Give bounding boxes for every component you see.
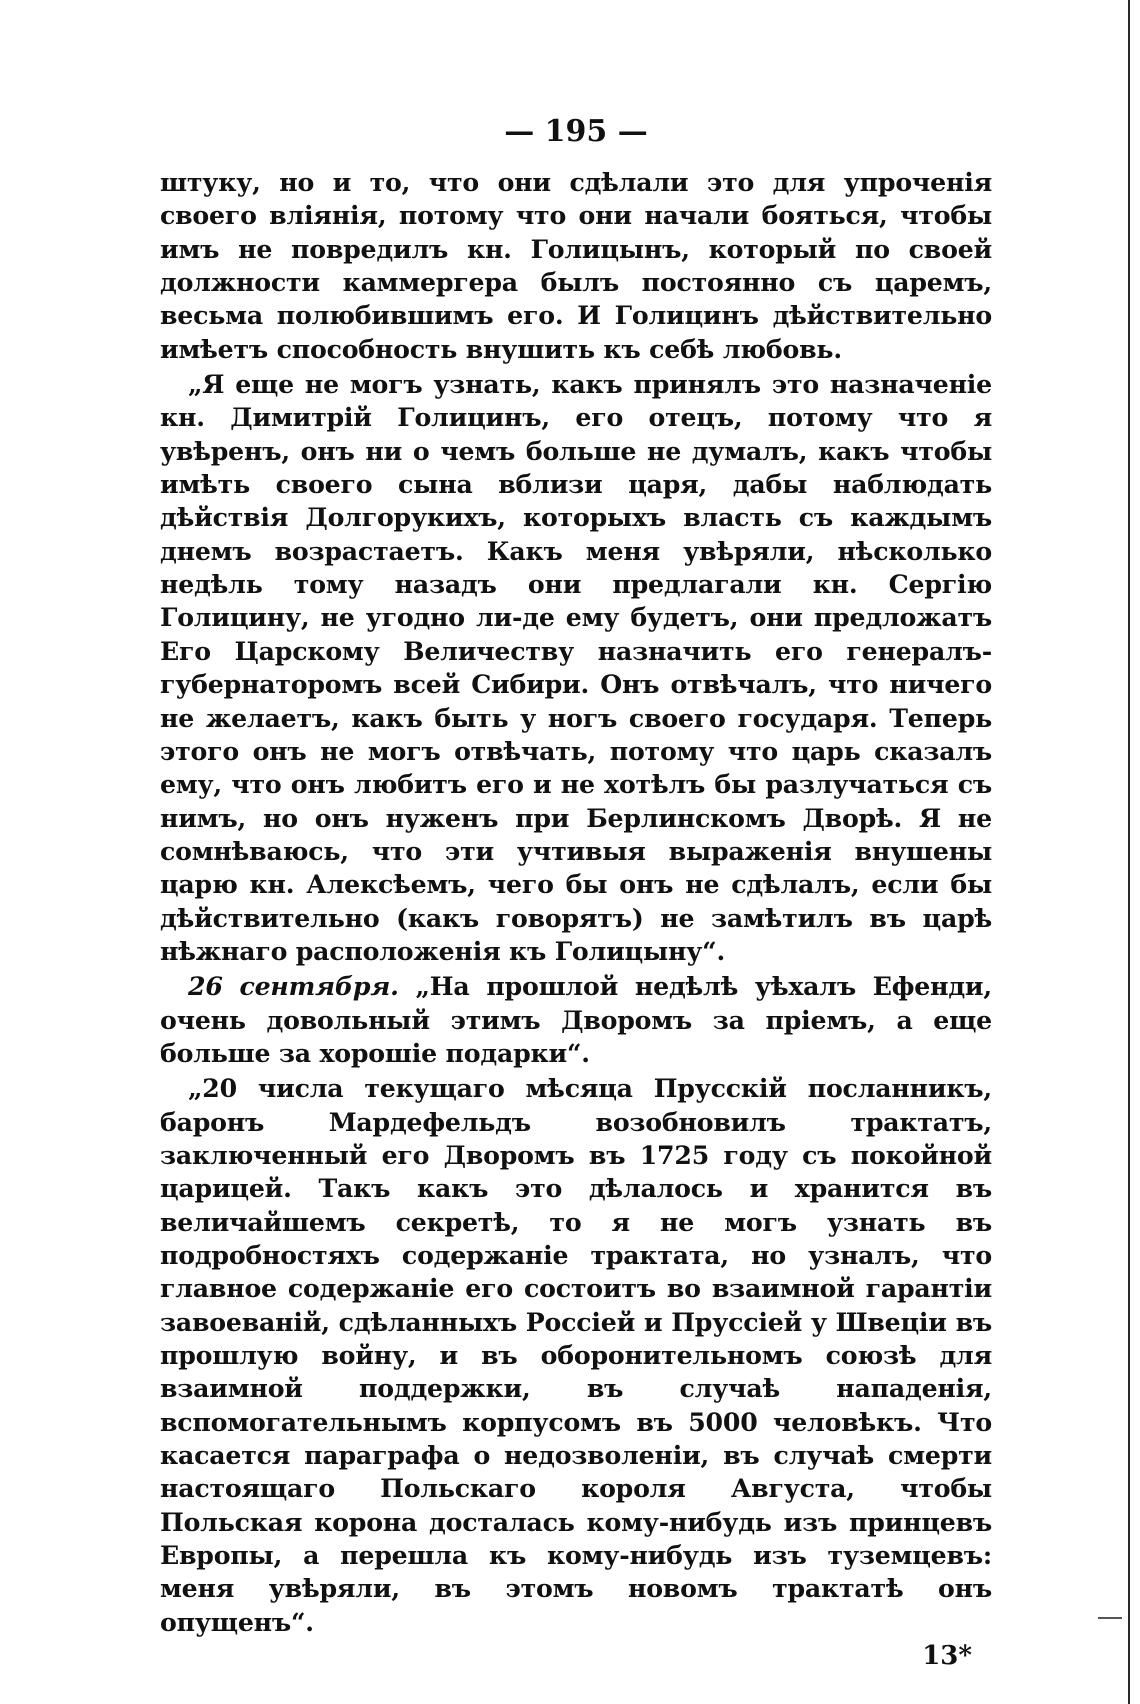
paragraph-sept-26 bbox=[160, 970, 992, 1072]
paragraph-continuation: штуку, но и то, что они сдѣлали это для упроченія своего вліянія, потому что они начали бояться, чтобы имъ не повредилъ кн. Голицынъ, который по своей должности каммергера былъ постоянно съ царемъ, весьма полюбившимъ его. И Голицинъ дѣйствительно имѣетъ способность внушить къ себѣ любовь. bbox=[160, 167, 992, 364]
signature-mark: 13* bbox=[922, 1641, 972, 1672]
page-edge-mark bbox=[1098, 1617, 1122, 1619]
date-label: 26 сентября. bbox=[188, 971, 399, 1002]
paragraph-golitsyn: „Я еще не могъ узнать, какъ принялъ это назначеніе кн. Димитрій Голицинъ, его отецъ, потому что я увѣренъ, онъ ни о чемъ больше не думалъ, какъ чтобы имѣть своего сына вблизи царя, дабы наблюдать дѣйствія Долгорукихъ, которыхъ власть съ каждымъ днемъ возрастаетъ. Какъ меня увѣряли, нѣсколько недѣль тому назадъ они предлагали кн. Сергію Голицину, не угодно ли-де ему будетъ, они предложатъ Его Царскому Величеству назначить его генералъ-губернаторомъ всей Сибири. Онъ отвѣчалъ, что ничего не желаетъ, какъ быть у ногъ своего государя. Теперь этого онъ не могъ отвѣчать, потому что царь сказалъ ему, что онъ любитъ его и не хотѣлъ бы разлучаться съ нимъ, но онъ нуженъ при Берлинскомъ Дворѣ. Я не сомнѣваюсь, что эти учтивыя выраженія внушены царю кн. Алексѣемъ, чего бы онъ не сдѣлалъ, если бы дѣйствительно (какъ говорятъ) не замѣтилъ въ царѣ нѣжнаго расположенія къ Голицыну“. bbox=[160, 369, 992, 966]
page-number-header: — 195 — bbox=[504, 114, 648, 149]
paragraph-treaty: „20 числа текущаго мѣсяца Прусскій посланникъ, баронъ Мардефельдъ возобновилъ трактатъ, заключенный его Дворомъ въ 1725 году съ покойной царицей. Такъ какъ это дѣлалось и хранится въ величайшемъ секретѣ, то я не могъ узнать въ подробностяхъ содержаніе трактата, но узналъ, что главное содержаніе его состоитъ во взаимной гарантіи завоеваній, сдѣланныхъ Россіей и Пруссіей у Швеціи въ прошлую войну, и въ оборонительномъ союзѣ для взаимной поддержки, въ случаѣ нападенія, вспомогательнымъ корпусомъ въ 5000 человѣкъ. Что касается параграфа о недозволеніи, въ случаѣ смерти настоящаго Польскаго короля Августа, чтобы Польская корона досталась кому-нибудь изъ принцевъ Европы, а перешла къ кому-нибудь изъ туземцевъ: меня увѣряли, въ этомъ новомъ трактатѣ онъ опущенъ“. bbox=[160, 1073, 992, 1637]
page-edge-line bbox=[1128, 0, 1130, 1704]
paragraph-sept-26-text: „На прошлой недѣлѣ уѣхалъ Ефенди, очень довольный этимъ Дворомъ за пріемъ, а еще больше за хорошіе подарки“. bbox=[160, 971, 992, 1068]
body-text bbox=[160, 166, 992, 1641]
document-page bbox=[160, 112, 992, 1673]
